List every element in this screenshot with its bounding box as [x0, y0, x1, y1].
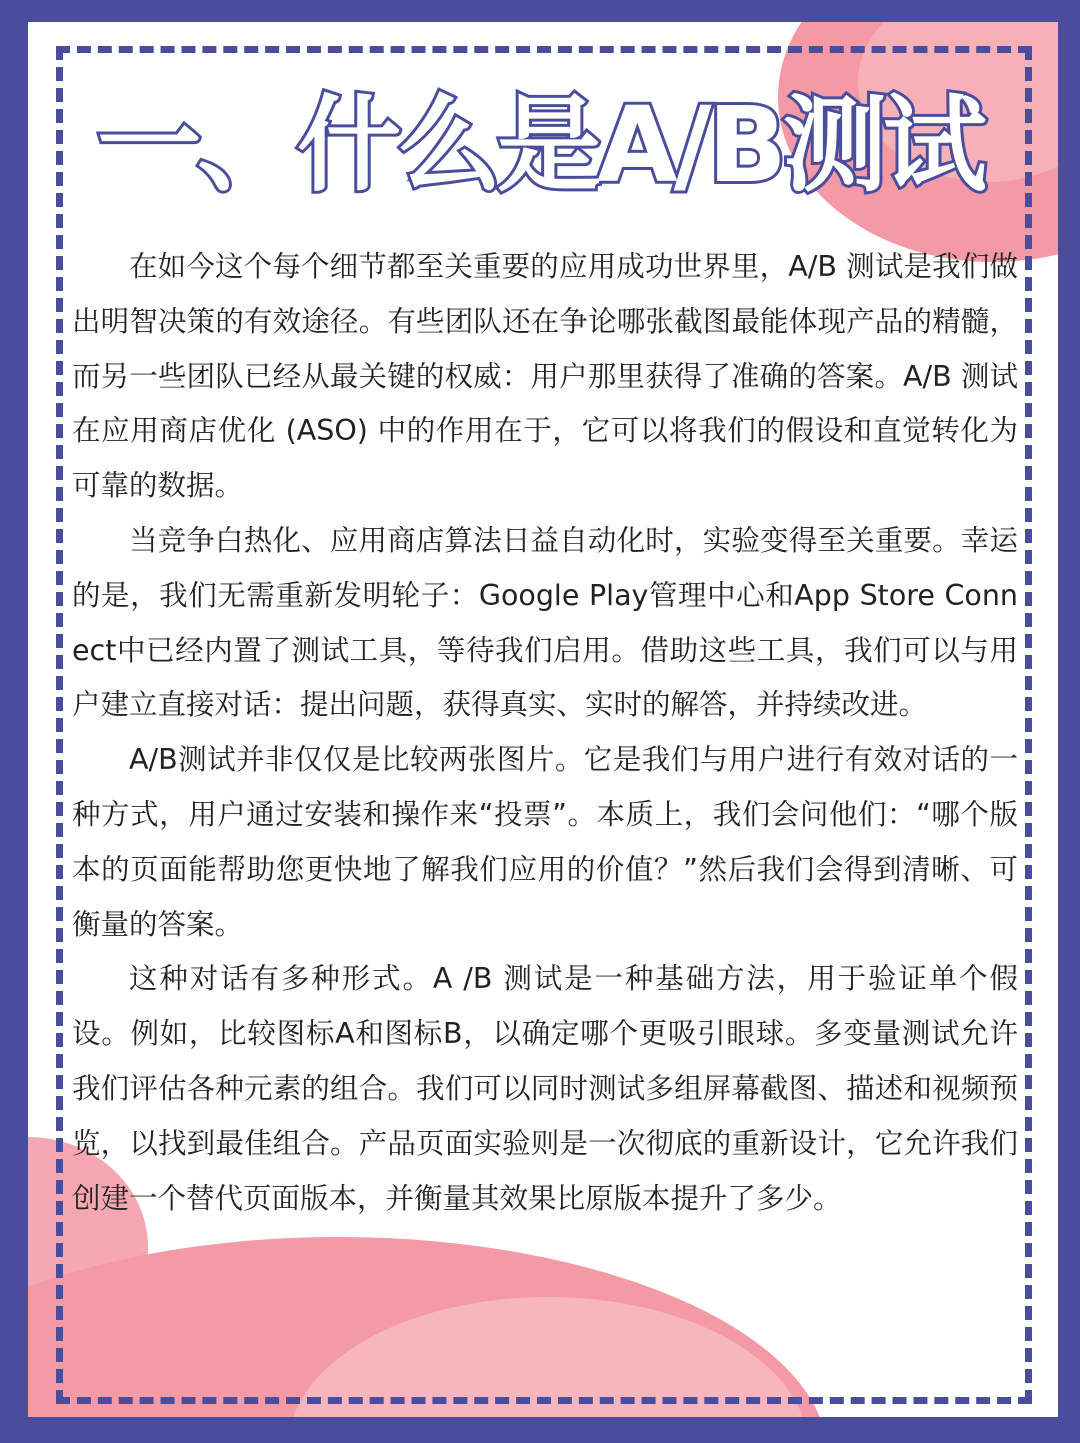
article-body [72, 240, 1018, 1226]
paragraph-1: 在如今这个每个细节都至关重要的应用成功世界里，A/B 测试是我们做出明智决策的有效途径。有些团队还在争论哪张截图最能体现产品的精髓，而另一些团队已经从最关键的权威：用户那里获得了准确的答案。A/B 测试在应用商店优化 (ASO) 中的作用在于，它可以将我们的假设和直觉转化为可靠的数据。 [72, 250, 1018, 503]
page-title: 一、什么是A/B测试 [97, 84, 983, 206]
paragraph-4: 这种对话有多种形式。A /B 测试是一种基础方法，用于验证单个假设。例如，比较图标A和图标B，以确定哪个更吸引眼球。多变量测试允许我们评估各种元素的组合。我们可以同时测试多组屏幕截图、描述和视频预览，以找到最佳组合。产品页面实验则是一次彻底的重新设计，它允许我们创建一个替代页面版本，并衡量其效果比原版本提升了多少。 [72, 962, 1018, 1215]
paragraph-2: 当竞争白热化、应用商店算法日益自动化时，实验变得至关重要。幸运的是，我们无需重新发明轮子：Google Play管理中心和App Store Connect中已经内置了测试工具，等待我们启用。借助这些工具，我们可以与用户建立直接对话：提出问题，获得真实、实时的解答，并持续改进。 [72, 523, 1018, 722]
paragraph-3: A/B测试并非仅仅是比较两张图片。它是我们与用户进行有效对话的一种方式，用户通过安装和操作来“投票”。本质上，我们会问他们：“哪个版本的页面能帮助您更快地了解我们应用的价值？”然后我们会得到清晰、可衡量的答案。 [72, 743, 1018, 941]
